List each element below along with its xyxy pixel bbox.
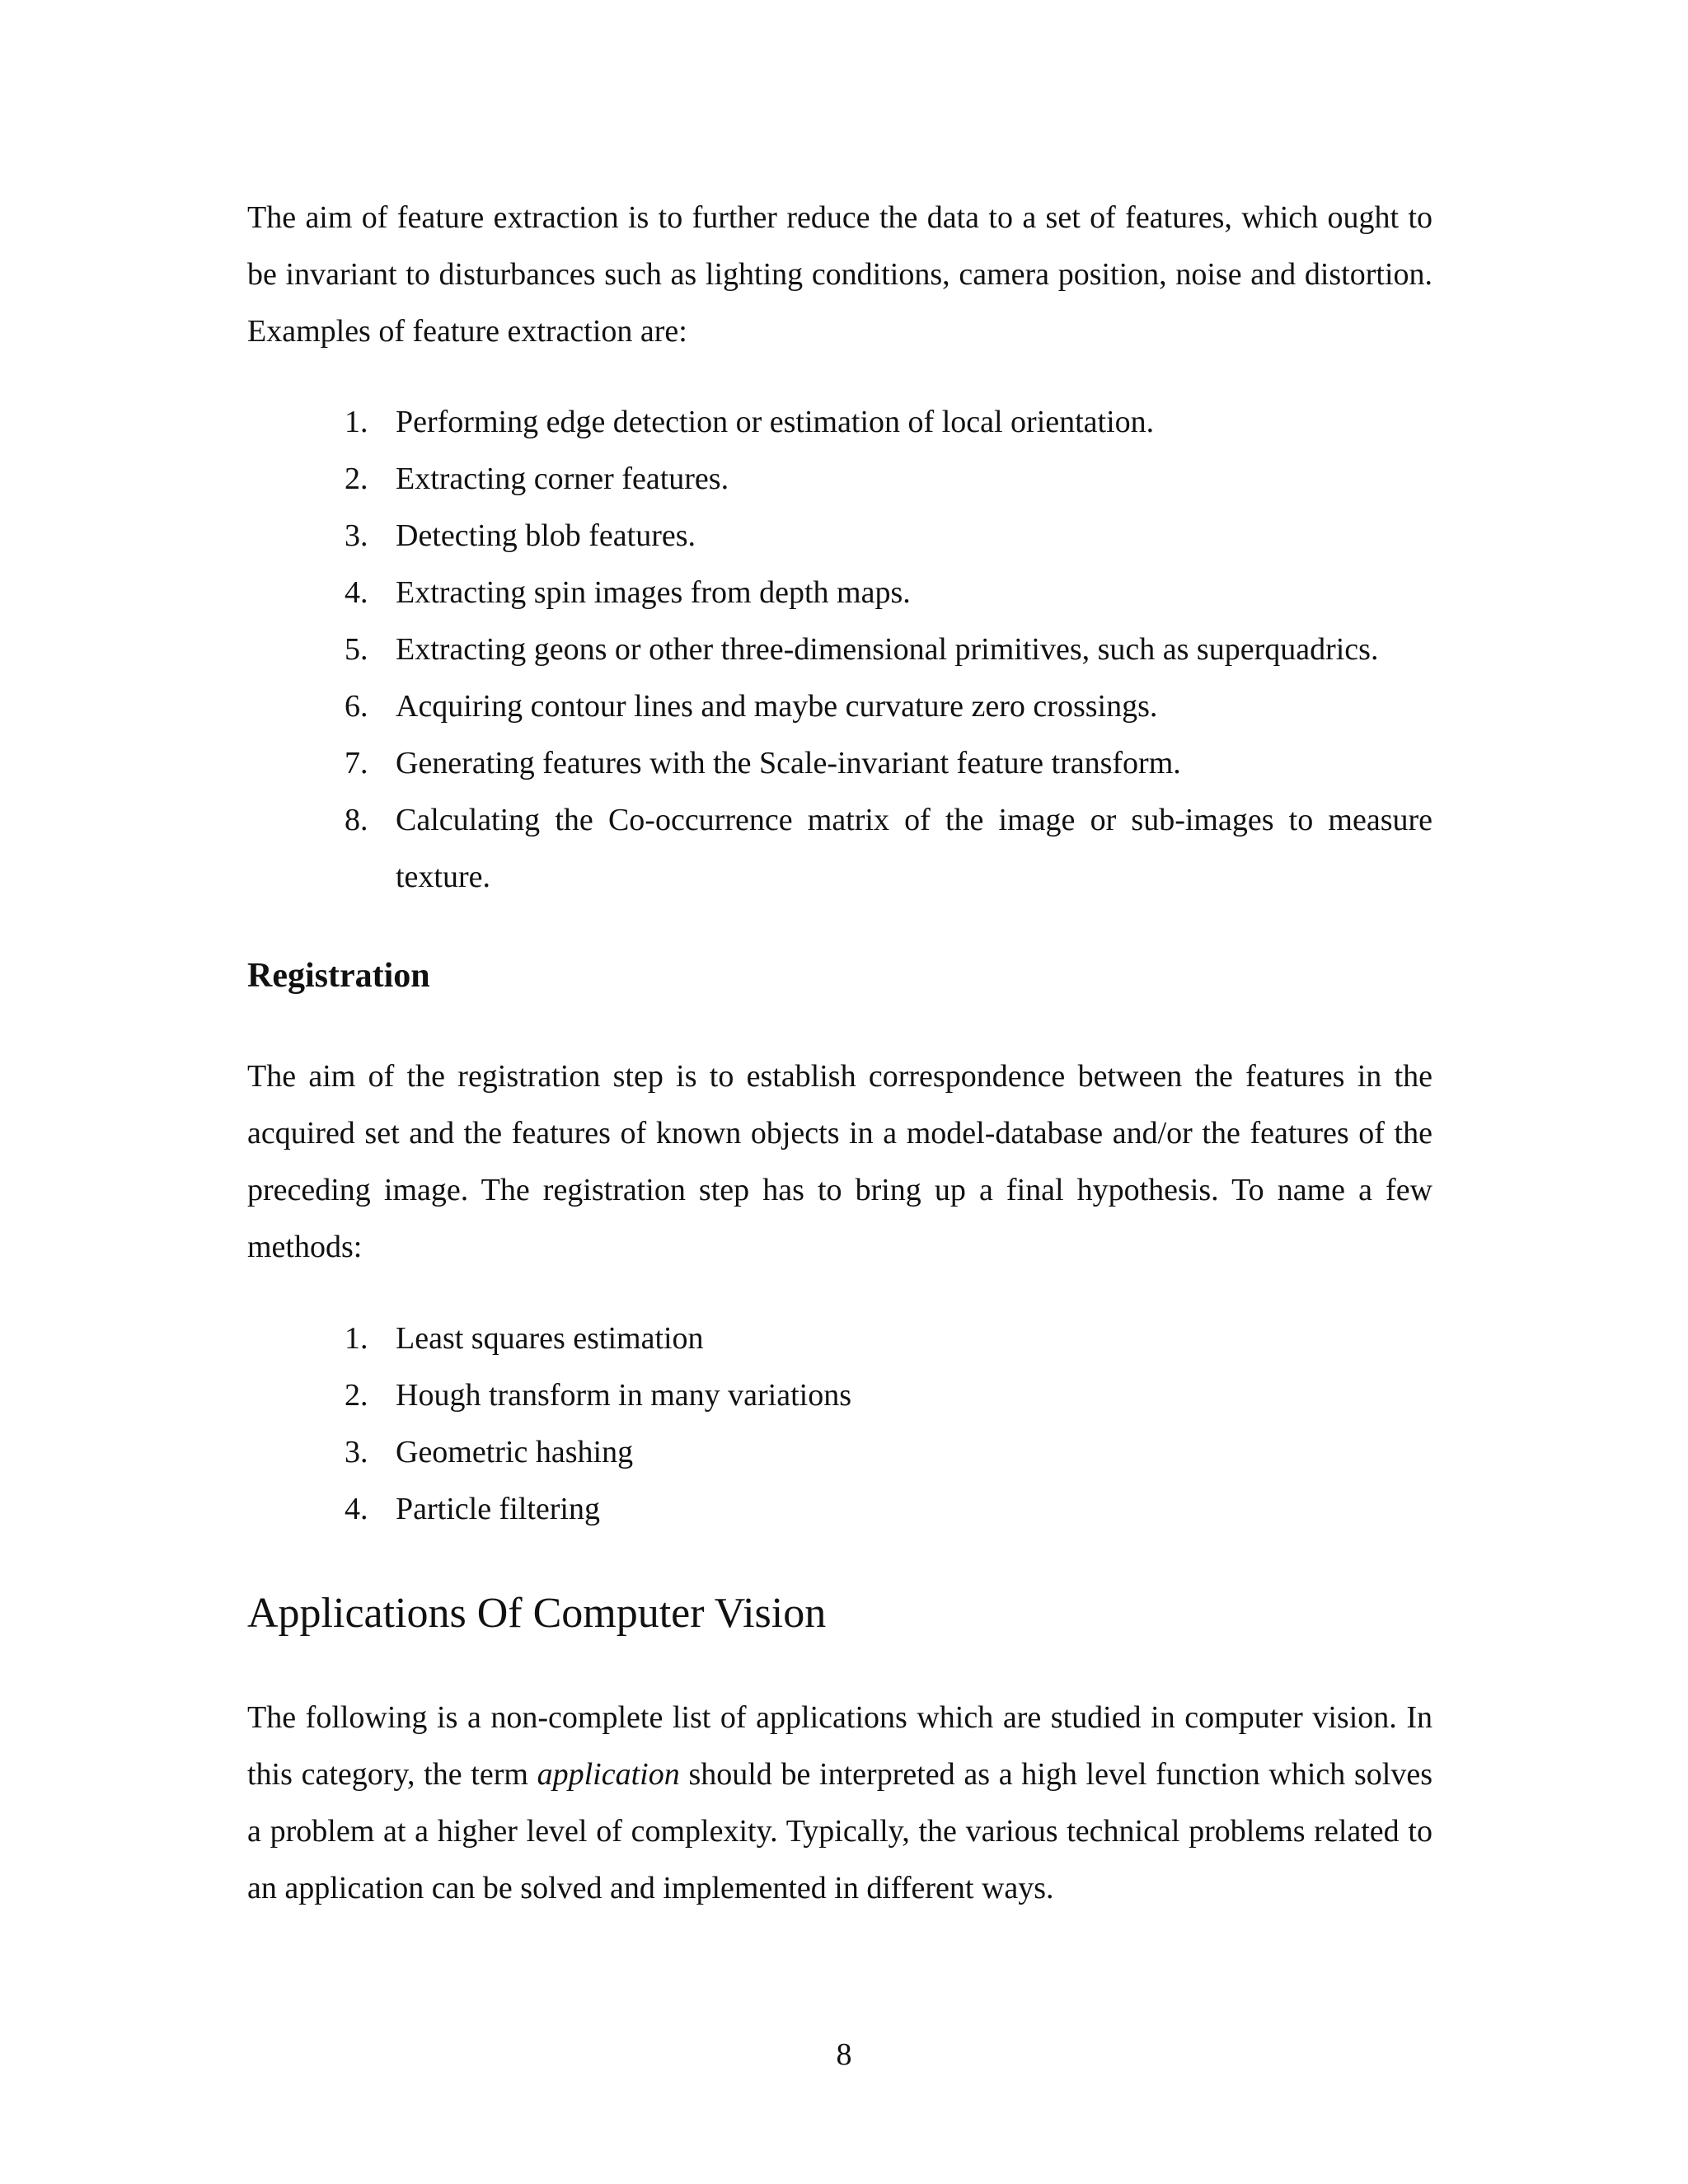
list-item: 1. Performing edge detection or estimation of local orientation.	[345, 405, 1155, 439]
list-item: 5. Extracting geons or other three-dimensional primitives, such as superquadrics.	[345, 632, 1379, 667]
list-item: 2. Hough transform in many variations	[345, 1378, 852, 1413]
list-item: 6. Acquiring contour lines and maybe curvature zero crossings.	[345, 689, 1158, 724]
list-item: 2. Extracting corner features.	[345, 462, 729, 496]
list-item: 7. Generating features with the Scale-invariant feature transform.	[345, 746, 1181, 780]
feature-extraction-list	[345, 394, 1432, 906]
feature-extraction-intro: The aim of feature extraction is to further reduce the data to a set of features, which ought to be invariant to disturbances such as lighting conditions, camera position, noise and distortion. Examples of feature extraction are:	[247, 200, 1432, 349]
registration-intro: The aim of the registration step is to establish correspondence between the features in the acquired set and the features of known objects in a model-database and/or the features of the preceding image. The registration step has to bring up a final hypothesis. To name a few methods:	[247, 1059, 1432, 1264]
list-item: 3. Geometric hashing	[345, 1435, 634, 1469]
list-item: 8. Calculating the Co-occurrence matrix of the image or sub-images to measure texture.	[345, 803, 1432, 894]
application-emphasis: application	[537, 1757, 680, 1792]
page-number: 8	[836, 2037, 852, 2072]
list-item: 4. Particle filtering	[345, 1492, 600, 1526]
list-item: 1. Least squares estimation	[345, 1321, 704, 1356]
applications-paragraph: The following is a non-complete list of applications which are studied in computer vision. In this category, the term application should be interpreted as a high level function which solves a problem at a higher level of complexity. Typically, the various technical problems related to an application can be solved and implemented in different ways.	[247, 1700, 1432, 1905]
registration-methods-list	[345, 1310, 1432, 1538]
list-item: 3. Detecting blob features.	[345, 518, 696, 553]
registration-heading: Registration	[247, 957, 430, 995]
applications-heading: Applications Of Computer Vision	[247, 1590, 827, 1637]
list-item: 4. Extracting spin images from depth maps.	[345, 575, 911, 610]
